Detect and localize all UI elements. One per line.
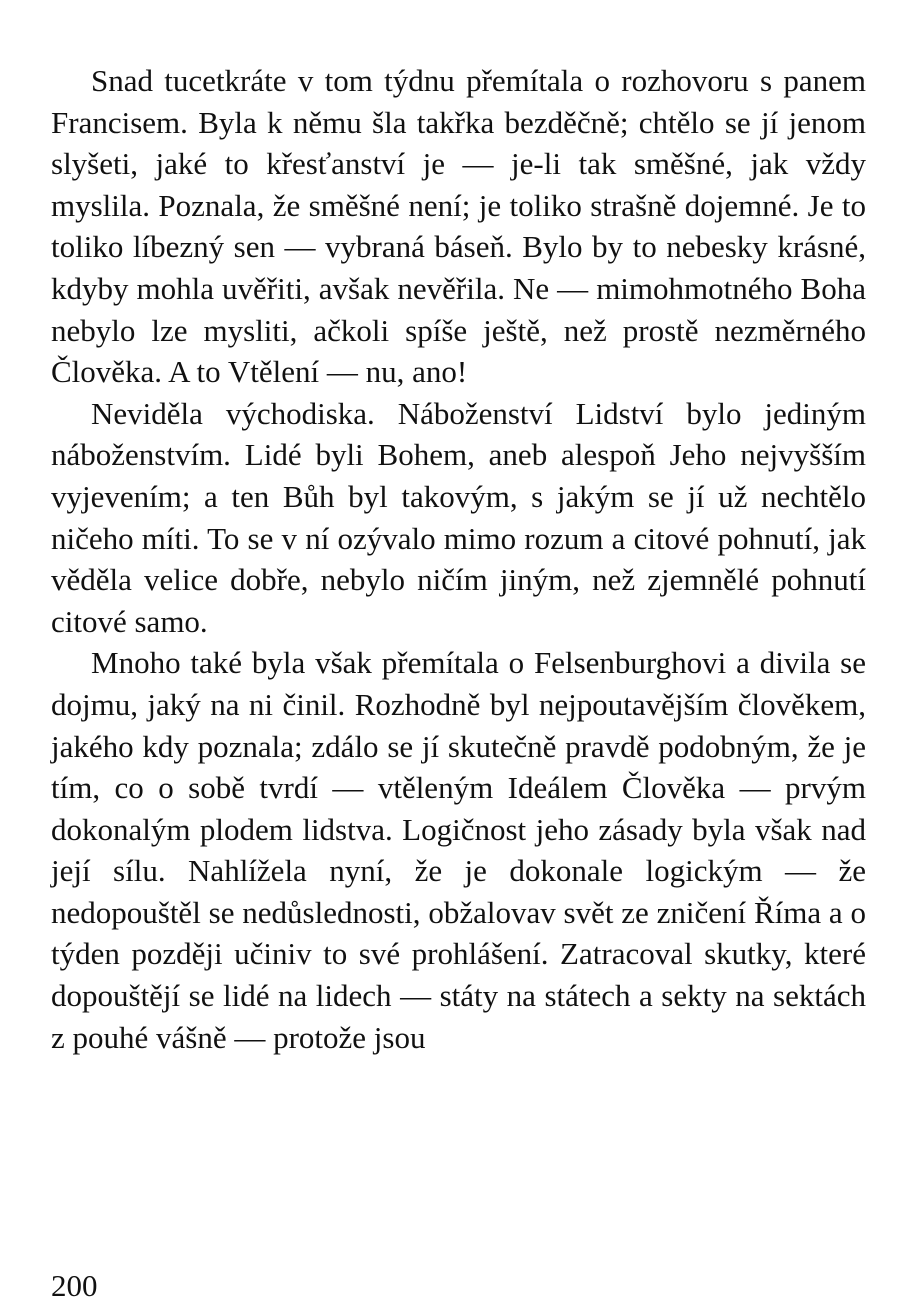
paragraph-3: Mnoho také byla však přemítala o Felsenburghovi a divila se dojmu, jaký na ni činil. Rozhodně byl nejpoutavějším člověkem, jakého kdy poznala; zdálo se jí skutečně pravdě podobným, že je tím, co o sobě tvrdí — vtěleným Ideálem Člověka — prvým dokonalým plodem lidstva. Logičnost jeho zásady byla však nad její sílu. Nahlížela nyní, že je dokonale logickým — že nedopouštěl se nedůslednosti, obžalovav svět ze zničení Říma a o týden později učiniv to své prohlášení. Zatracoval skutky, které dopouštějí se lidé na lidech — státy na státech a sekty na sektách z pouhé vášně — protože jsou (51, 645, 866, 1055)
paragraph-1: Snad tucetkráte v tom týdnu přemítala o rozhovoru s panem Francisem. Byla k němu šla takřka bezděčně; chtělo se jí jenom slyšeti, jaké to křesťanství je — je-li tak směšné, jak vždy myslila. Poznala, že směšné není; je toliko strašně dojemné. Je to toliko líbezný sen — vybraná báseň. Bylo by to nebesky krásné, kdyby mohla uvěřiti, avšak nevěřila. Ne — mimohmotného Boha nebylo lze mysliti, ačkoli spíše ještě, než prostě nezměrného Člověka. A to Vtělení — nu, ano! (51, 63, 866, 390)
paragraph-2: Neviděla východiska. Náboženství Lidství bylo jediným náboženstvím. Lidé byli Bohem, aneb alespoň Jeho nejvyšším vyjevením; a ten Bůh byl takovým, s jakým se jí už nechtělo ničeho míti. To se v ní ozývalo mimo rozum a citové pohnutí, jak věděla velice dobře, nebylo ničím jiným, než zjemnělé pohnutí citové samo. (51, 395, 866, 639)
page-number: 200 (51, 1268, 98, 1303)
book-page-text (51, 60, 866, 1058)
page-number-cropped (51, 1268, 111, 1303)
